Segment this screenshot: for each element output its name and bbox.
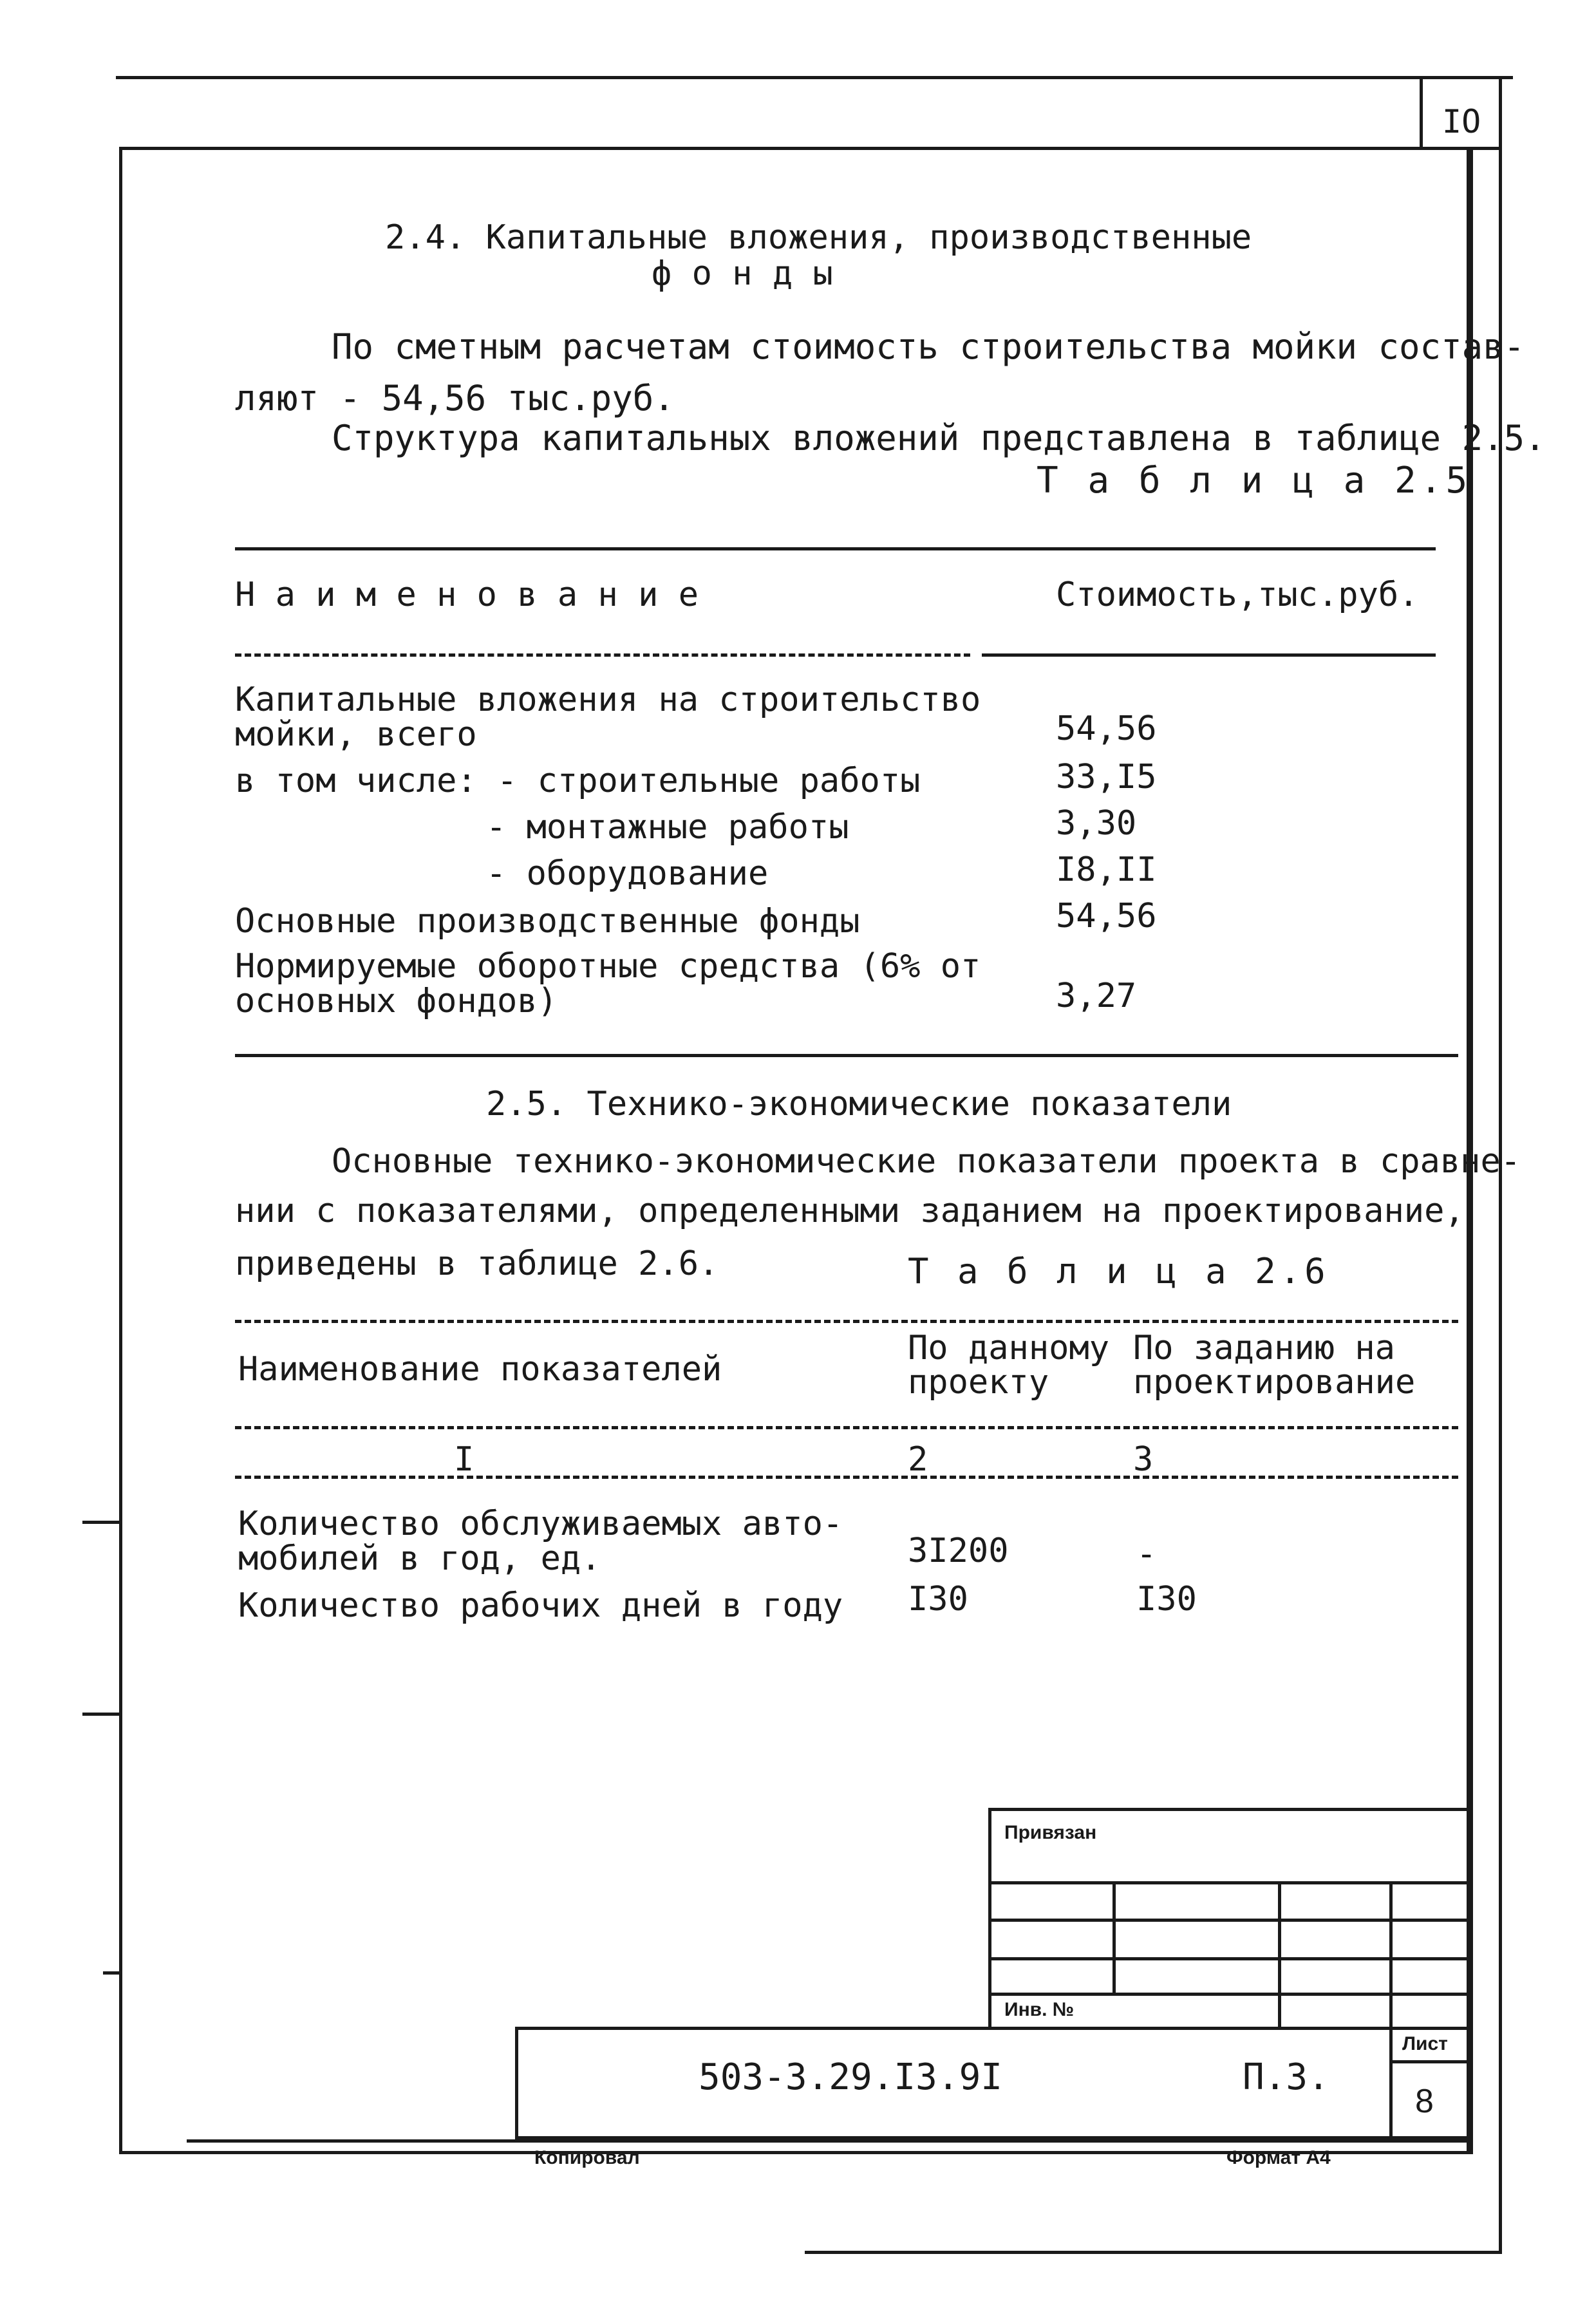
margin-tick <box>82 1521 121 1524</box>
table-26-col-number-2: 2 <box>908 1440 928 1479</box>
copied-by-label: Копировал <box>534 2147 640 2168</box>
table-25-header-cost: Стоимость,тыс.руб. <box>1056 576 1419 614</box>
table-26-row1-project: 3I200 <box>908 1532 1009 1570</box>
stamp-grid-line <box>988 1919 1473 1922</box>
stamp-grid-line <box>988 1957 1473 1960</box>
table-25-row4-value: I8,II <box>1056 850 1157 889</box>
section-25-title: 2.5. Технико-экономические показатели <box>486 1085 1232 1123</box>
section-24-title-line2: ф о н д ы <box>652 254 833 293</box>
stamp-grid-line <box>988 1881 1473 1884</box>
bottom-outer-rule <box>805 2251 1502 2254</box>
stamp-title-divider <box>1389 2027 1393 2139</box>
table-26-row2-project: I30 <box>908 1580 968 1619</box>
stamp-grid-column <box>1278 1881 1281 2030</box>
stamp-inventory-label: Инв. № <box>1004 1999 1075 2020</box>
table-26-header-task-line1: По заданию на <box>1133 1329 1395 1367</box>
table-26-row1-name: Количество обслуживаемых авто- <box>238 1505 843 1543</box>
table-25-top-rule <box>235 547 1436 550</box>
table-25-header-rule <box>235 653 970 657</box>
table-26-col-number-3: 3 <box>1133 1440 1154 1479</box>
table-25-row1-value: 54,56 <box>1056 709 1157 748</box>
section-25-paragraph-line1: Основные технико-экономические показатели проекта в сравне- <box>332 1142 1521 1181</box>
section-24-paragraph-line2: ляют - 54,56 тыс.руб. <box>235 378 675 418</box>
table-26-header-project-line2: проекту <box>908 1363 1049 1402</box>
structure-sentence: Структура капитальных вложений представлена в таблице 2.5. <box>332 418 1546 458</box>
table-25-header-name: Н а и м е н о в а н и е <box>235 576 699 614</box>
table-26-row1-task: - <box>1136 1535 1157 1573</box>
table-25-row6-name-cont: основных фондов) <box>235 982 558 1020</box>
table-26-row2-task: I30 <box>1136 1580 1197 1619</box>
table-25-row1-name: Капитальные вложения на строительство <box>235 681 981 719</box>
table-25-row5-value: 54,56 <box>1056 897 1157 935</box>
table-25-row6-value: 3,27 <box>1056 977 1137 1015</box>
section-24-title-line1: 2.4. Капитальные вложения, производственные <box>385 218 1252 257</box>
table-26-header-project-line1: По данному <box>908 1329 1110 1367</box>
stamp-grid-column <box>1389 1881 1393 2030</box>
table-25-row3-value: 3,30 <box>1056 804 1137 843</box>
stamp-grid-column <box>1113 1881 1116 1993</box>
bottom-rule <box>187 2139 1473 2143</box>
table-25-row1-name-cont: мойки, всего <box>235 715 477 754</box>
table-26-header-task-line2: проектирование <box>1133 1363 1416 1402</box>
sheet-label: Лист <box>1402 2033 1448 2054</box>
table-26-header-rule <box>235 1426 1458 1429</box>
table-25-caption: Т а б л и ц а 2.5 <box>1037 460 1472 502</box>
table-26-col-number-1: I <box>454 1440 474 1479</box>
section-25-paragraph-line2: нии с показателями, определенными заданием на проектирование, <box>235 1192 1465 1230</box>
table-26-top-rule <box>235 1320 1458 1323</box>
table-26-row1-name-cont: мобилей в год, ед. <box>238 1539 601 1578</box>
table-26-caption: Т а б л и ц а 2.6 <box>908 1251 1329 1291</box>
table-25-row6-name: Нормируемые оборотные средства (6% от <box>235 947 981 986</box>
table-25-row2-name: в том числе: - строительные работы <box>235 762 921 800</box>
table-25-bottom-rule <box>235 1054 1458 1057</box>
table-26-row2-name: Количество рабочих дней в году <box>238 1586 843 1625</box>
stamp-binding-label: Привязан <box>1004 1822 1097 1843</box>
section-25-paragraph-line3: приведены в таблице 2.6. <box>235 1244 719 1283</box>
top-rule <box>116 76 1513 79</box>
stamp-grid-line <box>988 1993 1473 1996</box>
format-label: Формат А4 <box>1226 2147 1331 2168</box>
table-25-row4-name: - оборудование <box>486 854 769 893</box>
margin-tick <box>82 1713 121 1716</box>
table-25-row5-name: Основные производственные фонды <box>235 902 860 941</box>
stamp-list-rule <box>1389 2060 1473 2063</box>
sheet-number: 8 <box>1415 2083 1434 2120</box>
margin-tick <box>103 1971 121 1975</box>
table-26-number-rule <box>235 1476 1458 1479</box>
table-25-row3-name: - монтажные работы <box>486 808 849 847</box>
document-code: 503-3.29.I3.9I <box>699 2056 1003 2098</box>
corner-number: IO <box>1442 103 1481 140</box>
table-25-header-rule-right <box>982 653 1436 657</box>
table-26-header-name: Наименование показателей <box>238 1350 722 1389</box>
section-24-paragraph-line1: По сметным расчетам стоимость строительства мойки состав- <box>332 326 1525 367</box>
table-25-row2-value: 33,I5 <box>1056 758 1157 796</box>
sheet-code: П.3. <box>1243 2056 1329 2098</box>
